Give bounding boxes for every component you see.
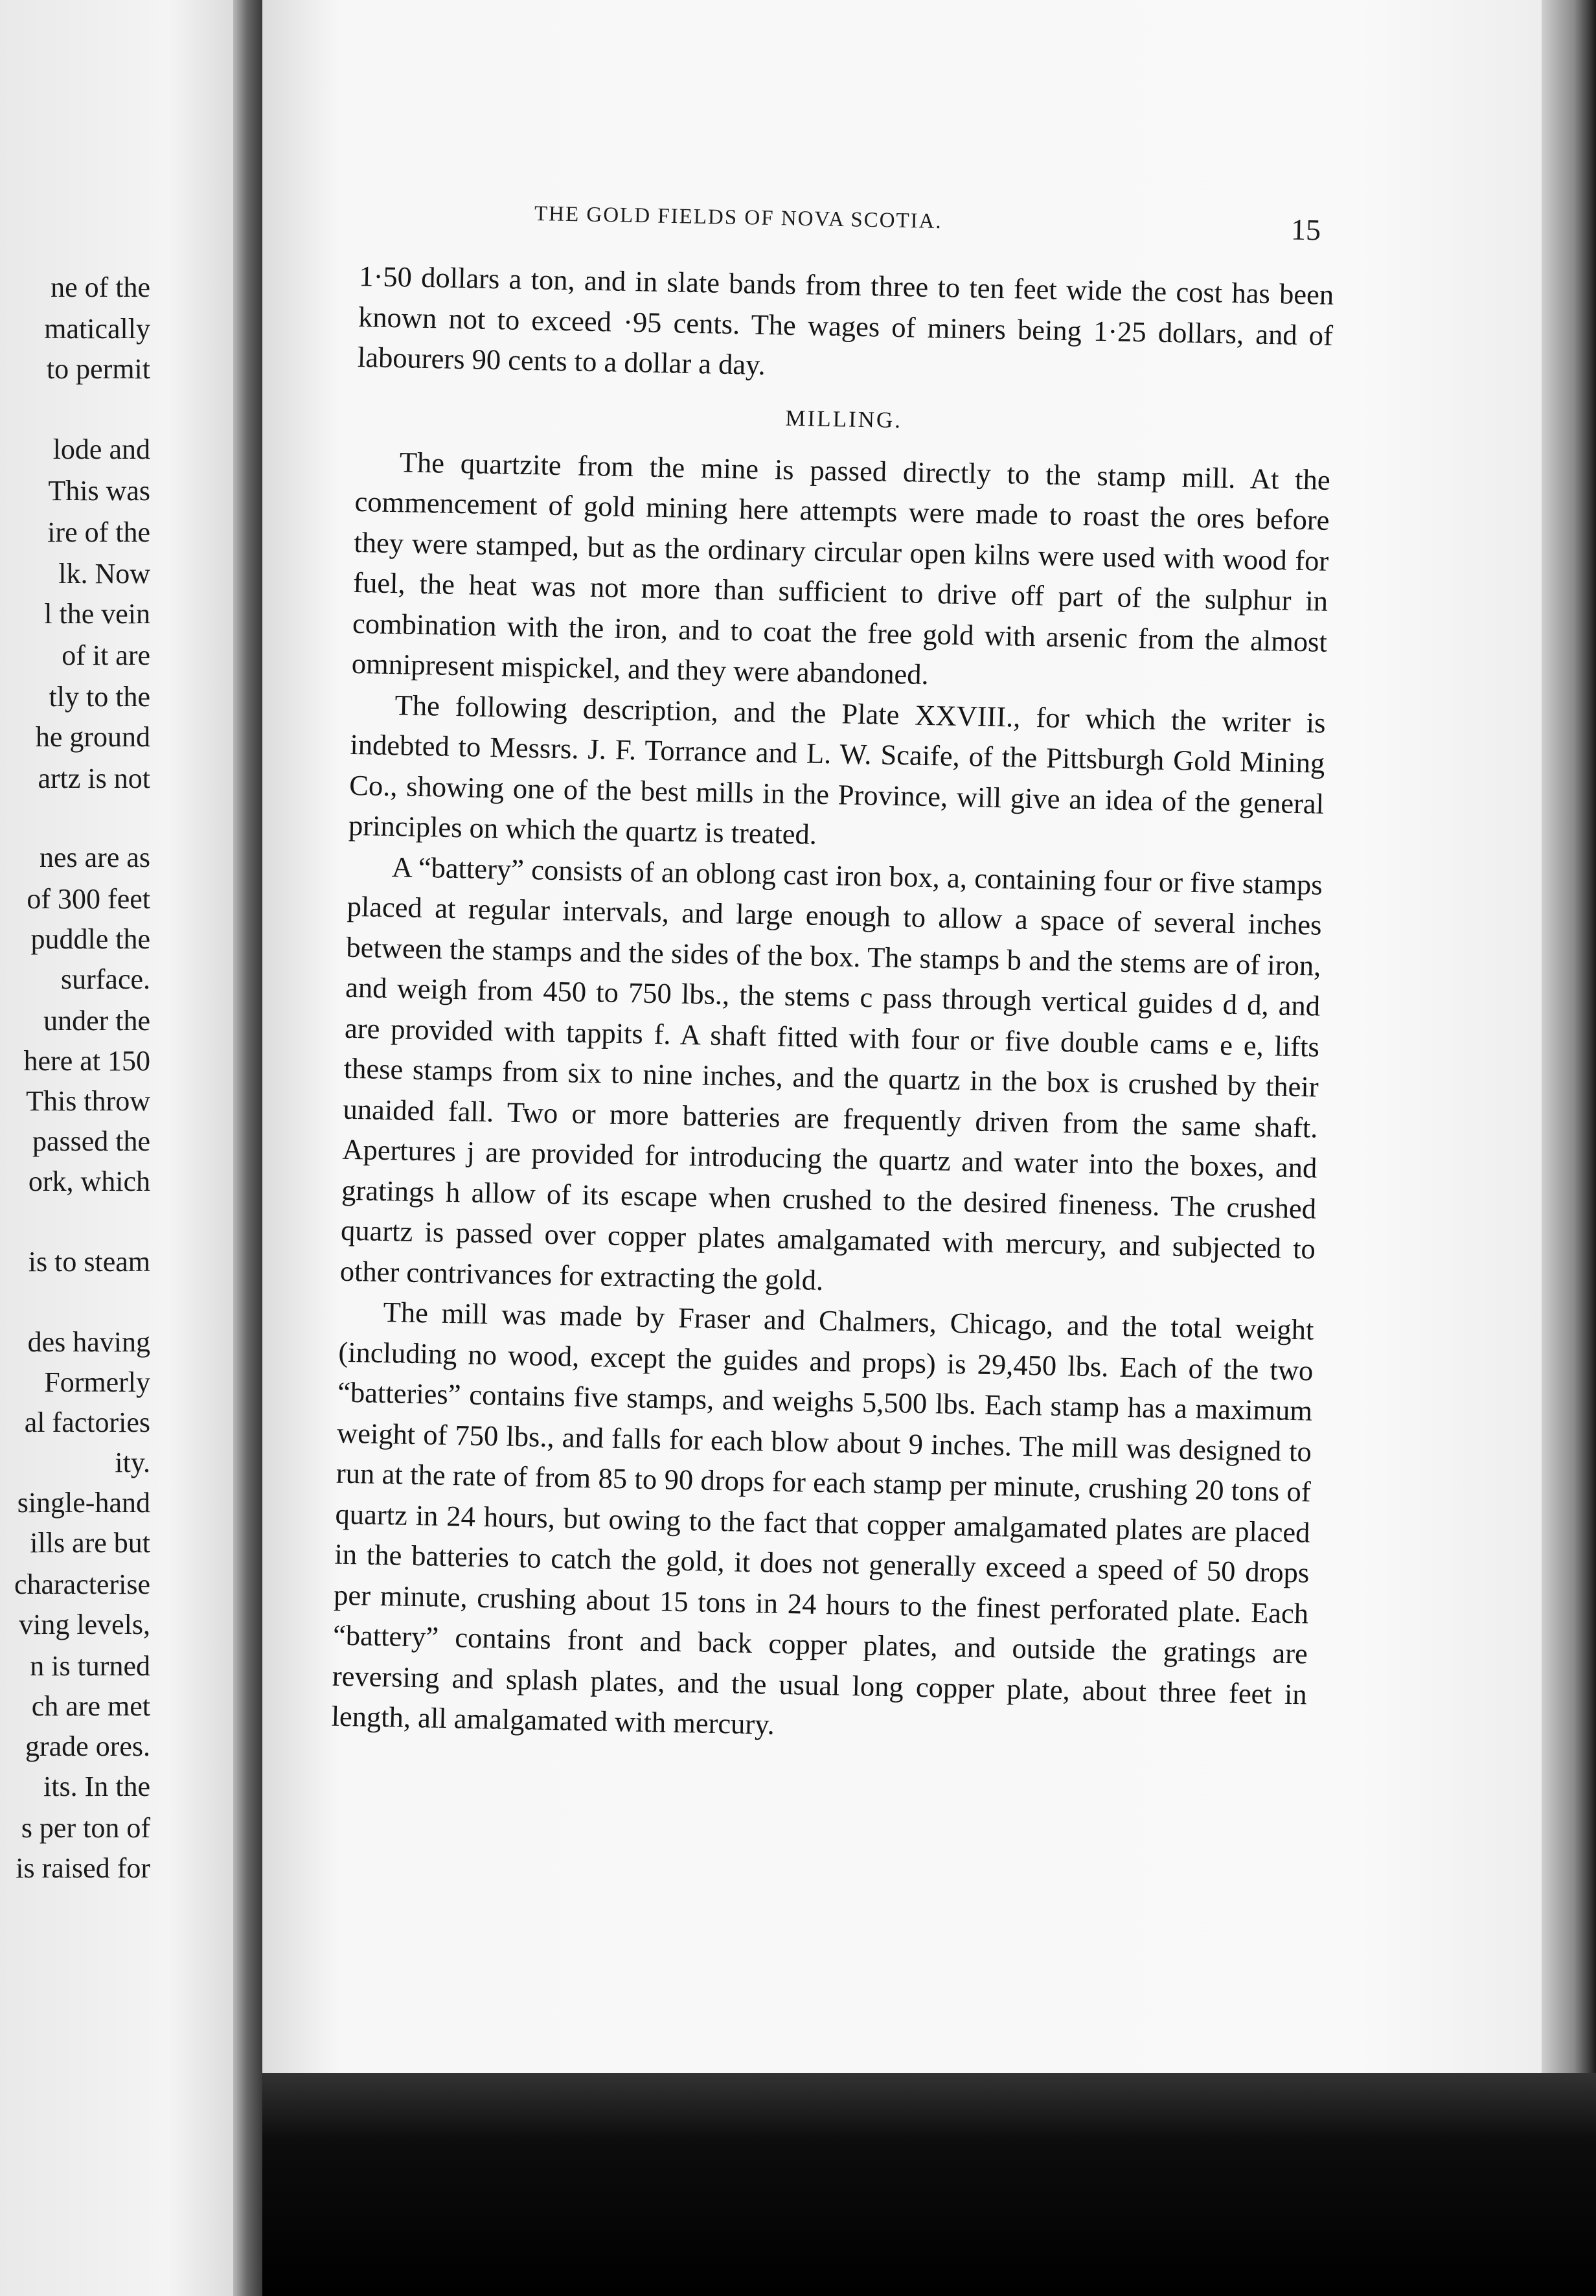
- facing-page-line: l the vein: [44, 598, 150, 630]
- facing-page-line: of 300 feet: [27, 883, 150, 915]
- facing-page-line: ne of the: [51, 271, 150, 303]
- facing-page-line: des having: [27, 1326, 150, 1358]
- scan-background: [262, 2073, 1596, 2296]
- facing-page-line: is raised for: [16, 1852, 150, 1884]
- facing-page-line: artz is not: [38, 763, 150, 794]
- facing-page-line: lode and: [52, 433, 150, 465]
- facing-page-line: single-hand: [17, 1487, 150, 1519]
- facing-page-line: ity.: [115, 1447, 150, 1478]
- facing-page-line: to permit: [46, 353, 150, 385]
- page-edge-shadow: [1542, 0, 1596, 2296]
- facing-page-line: This was: [48, 475, 150, 507]
- facing-page-line: s per ton of: [21, 1812, 150, 1844]
- facing-page-line: characterise: [14, 1568, 150, 1600]
- facing-page-line: matically: [44, 313, 150, 345]
- running-head: THE GOLD FIELDS OF NOVA SCOTIA.: [534, 201, 943, 234]
- main-page: [262, 0, 1555, 2080]
- facing-page-line: its. In the: [43, 1771, 150, 1802]
- body-paragraph: The following description, and the Plate XXVIII., for which the writer is indebted to Messrs. J. F. Torrance and L. W. Scaife, of the Pittsburgh Gold Mining Co., showing one of the best mills in the Province, will give an idea of the general principles on which the quartz is treated.: [348, 688, 1326, 851]
- facing-page-fragment: [0, 0, 241, 2296]
- page-number: 15: [1290, 212, 1321, 247]
- facing-page-line: here at 150: [23, 1045, 150, 1077]
- facing-page-line: lk. Now: [58, 558, 150, 590]
- body-paragraph: The quartzite from the mine is passed directly to the stamp mill. At the commencement of gold mining here attempts were made to roast the ores before they were stamped, but as the ordinary circular open kilns were used with wood for fuel, the heat was not more than sufficient to drive off part of the sulphur in combination with the iron, and to coat the free gold with arsenic from the almost omnipresent mispickel, and they were abandoned.: [351, 445, 1331, 691]
- body-paragraph: A “battery” consists of an oblong cast iron box, a, containing four or five stamps placed at regular intervals, and large enough to allow a space of several inches between the stamps and the sides of the box. The stamps b and the stems are of iron, and weigh from 450 to 750 lbs., the stems c pass through vertical guides d d, and are provided with tappits f. A shaft fitted with four or five double cams e e, lifts these stamps from six to nine inches, and the quartz in the box is crushed by their unaided fall. Two or more batteries are frequently driven from the same shaft. Apertures j are provided for introducing the quartz and water into the boxes, and gratings h allow of its escape when crushed to the desired fineness. The crushed quartz is passed over copper plates amalgamated with mercury, and subjected to other contrivances for extracting the gold.: [339, 850, 1323, 1296]
- facing-page-line: n is turned: [30, 1650, 150, 1682]
- facing-page-line: tly to the: [49, 681, 150, 713]
- facing-page-line: al factories: [24, 1406, 150, 1438]
- facing-page-line: ire of the: [47, 516, 150, 548]
- facing-page-line: nes are as: [39, 842, 150, 873]
- facing-page-line: he ground: [35, 721, 150, 753]
- facing-page-line: grade ores.: [25, 1730, 150, 1762]
- facing-page-line: ork, which: [28, 1165, 150, 1197]
- facing-page-line: is to steam: [28, 1246, 150, 1278]
- facing-page-line: puddle the: [30, 923, 150, 955]
- facing-page-line: passed the: [32, 1125, 150, 1157]
- section-heading: MILLING.: [785, 405, 903, 433]
- facing-page-line: Formerly: [44, 1366, 150, 1398]
- facing-page-line: under the: [43, 1005, 150, 1037]
- opening-paragraph: 1·50 dollars a ton, and in slate bands from three to ten feet wide the cost has been known not to exceed ·95 cents. The wages of miners being 1·25 dollars, and of labourers 90 cents to a dollar a day.: [357, 259, 1334, 382]
- facing-page-line: This throw: [26, 1085, 150, 1117]
- facing-page-line: surface.: [60, 963, 150, 995]
- facing-page-line: ving levels,: [19, 1609, 150, 1640]
- facing-page-line: ills are but: [30, 1527, 150, 1559]
- page-body: [331, 256, 1334, 1755]
- facing-page-line: ch are met: [31, 1690, 150, 1722]
- body-paragraph: The mill was made by Fraser and Chalmers, Chicago, and the total weight (including no wood, except the guides and props) is 29,450 lbs. Each of the two “batteries” contains five stamps, and weighs 5,500 lbs. Each stamp has a maximum weight of 750 lbs., and falls for each blow about 9 inches. The mill was designed to run at the rate of from 85 to 90 drops for each stamp per minute, crushing 20 tons of quartz in 24 hours, but owing to the fact that copper amalgamated plates are placed in the batteries to catch the gold, it does not generally exceed a speed of 50 drops per minute, crushing about 15 tons in 24 hours to the finest perforated plate. Each “battery” contains front and back copper plates, and outside the gratings are reversing and splash plates, and the usual long copper plate, about three feet in length, all amalgamated with mercury.: [331, 1296, 1314, 1741]
- facing-page-line: of it are: [62, 639, 150, 671]
